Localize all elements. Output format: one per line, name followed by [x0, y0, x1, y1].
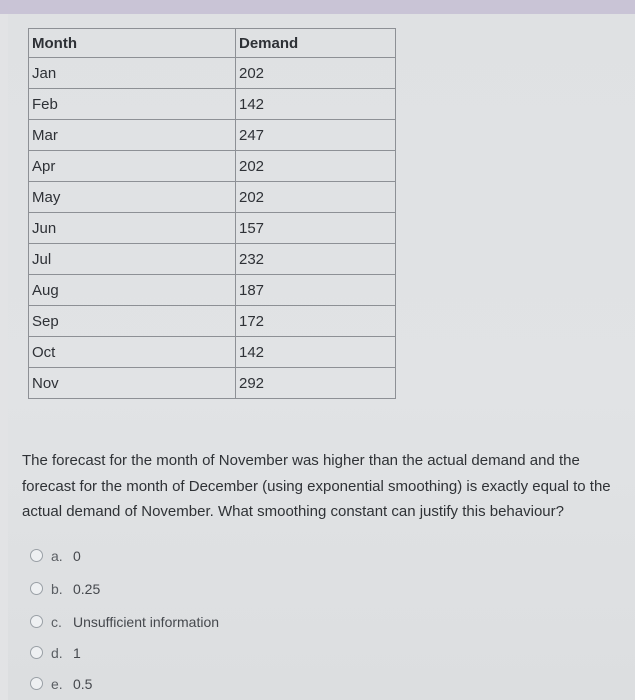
demand-cell: 157: [236, 213, 396, 244]
table-row: [29, 368, 396, 399]
table-row: [29, 213, 396, 244]
demand-cell: 232: [236, 244, 396, 275]
option-b[interactable]: [30, 581, 100, 597]
option-label: Unsufficient information: [73, 614, 220, 630]
demand-table: [28, 28, 396, 399]
month-cell: Jan: [29, 58, 236, 89]
month-cell: Apr: [29, 151, 236, 182]
table-header-row: [29, 29, 396, 58]
demand-cell: 247: [236, 120, 396, 151]
option-label: 1: [73, 645, 81, 661]
month-cell: Mar: [29, 120, 236, 151]
question-page: [8, 14, 635, 700]
radio-button-icon[interactable]: [30, 677, 43, 690]
month-cell: Sep: [29, 306, 236, 337]
question-text: The forecast for the month of November was higher than the actual demand and the forecast for the month of December (using exponential smoothing) is exactly equal to the actual demand of November. What smoothing constant can justify this behaviour?: [22, 452, 611, 520]
table-row: [29, 306, 396, 337]
radio-button-icon[interactable]: [30, 646, 43, 659]
month-cell: Oct: [29, 337, 236, 368]
top-strip: [0, 0, 635, 14]
demand-cell: 202: [236, 151, 396, 182]
month-cell: Jul: [29, 244, 236, 275]
demand-cell: 202: [236, 58, 396, 89]
radio-button-icon[interactable]: [30, 549, 43, 562]
month-cell: Jun: [29, 213, 236, 244]
table-row: [29, 275, 396, 306]
table-row: [29, 182, 396, 213]
option-c[interactable]: [30, 614, 219, 630]
option-label: 0.25: [73, 581, 101, 597]
option-letter: c.: [51, 614, 62, 630]
month-cell: Aug: [29, 275, 236, 306]
option-d[interactable]: [30, 645, 81, 661]
table-row: [29, 337, 396, 368]
demand-cell: 187: [236, 275, 396, 306]
month-header: Month: [29, 29, 236, 58]
option-label: 0.5: [73, 676, 93, 692]
demand-cell: 292: [236, 368, 396, 399]
demand-header: Demand: [236, 29, 396, 58]
option-letter: b.: [51, 581, 63, 597]
month-cell: Feb: [29, 89, 236, 120]
table-row: [29, 120, 396, 151]
option-letter: d.: [51, 645, 63, 661]
radio-button-icon[interactable]: [30, 615, 43, 628]
table-row: [29, 58, 396, 89]
option-letter: a.: [51, 548, 63, 564]
month-cell: Nov: [29, 368, 236, 399]
demand-cell: 142: [236, 337, 396, 368]
month-cell: May: [29, 182, 236, 213]
demand-cell: 202: [236, 182, 396, 213]
table-row: [29, 151, 396, 182]
demand-cell: 142: [236, 89, 396, 120]
option-e[interactable]: [30, 676, 92, 692]
option-letter: e.: [51, 676, 63, 692]
table-row: [29, 89, 396, 120]
radio-button-icon[interactable]: [30, 582, 43, 595]
option-a[interactable]: [30, 548, 81, 564]
table-row: [29, 244, 396, 275]
option-label: 0: [73, 548, 81, 564]
demand-cell: 172: [236, 306, 396, 337]
